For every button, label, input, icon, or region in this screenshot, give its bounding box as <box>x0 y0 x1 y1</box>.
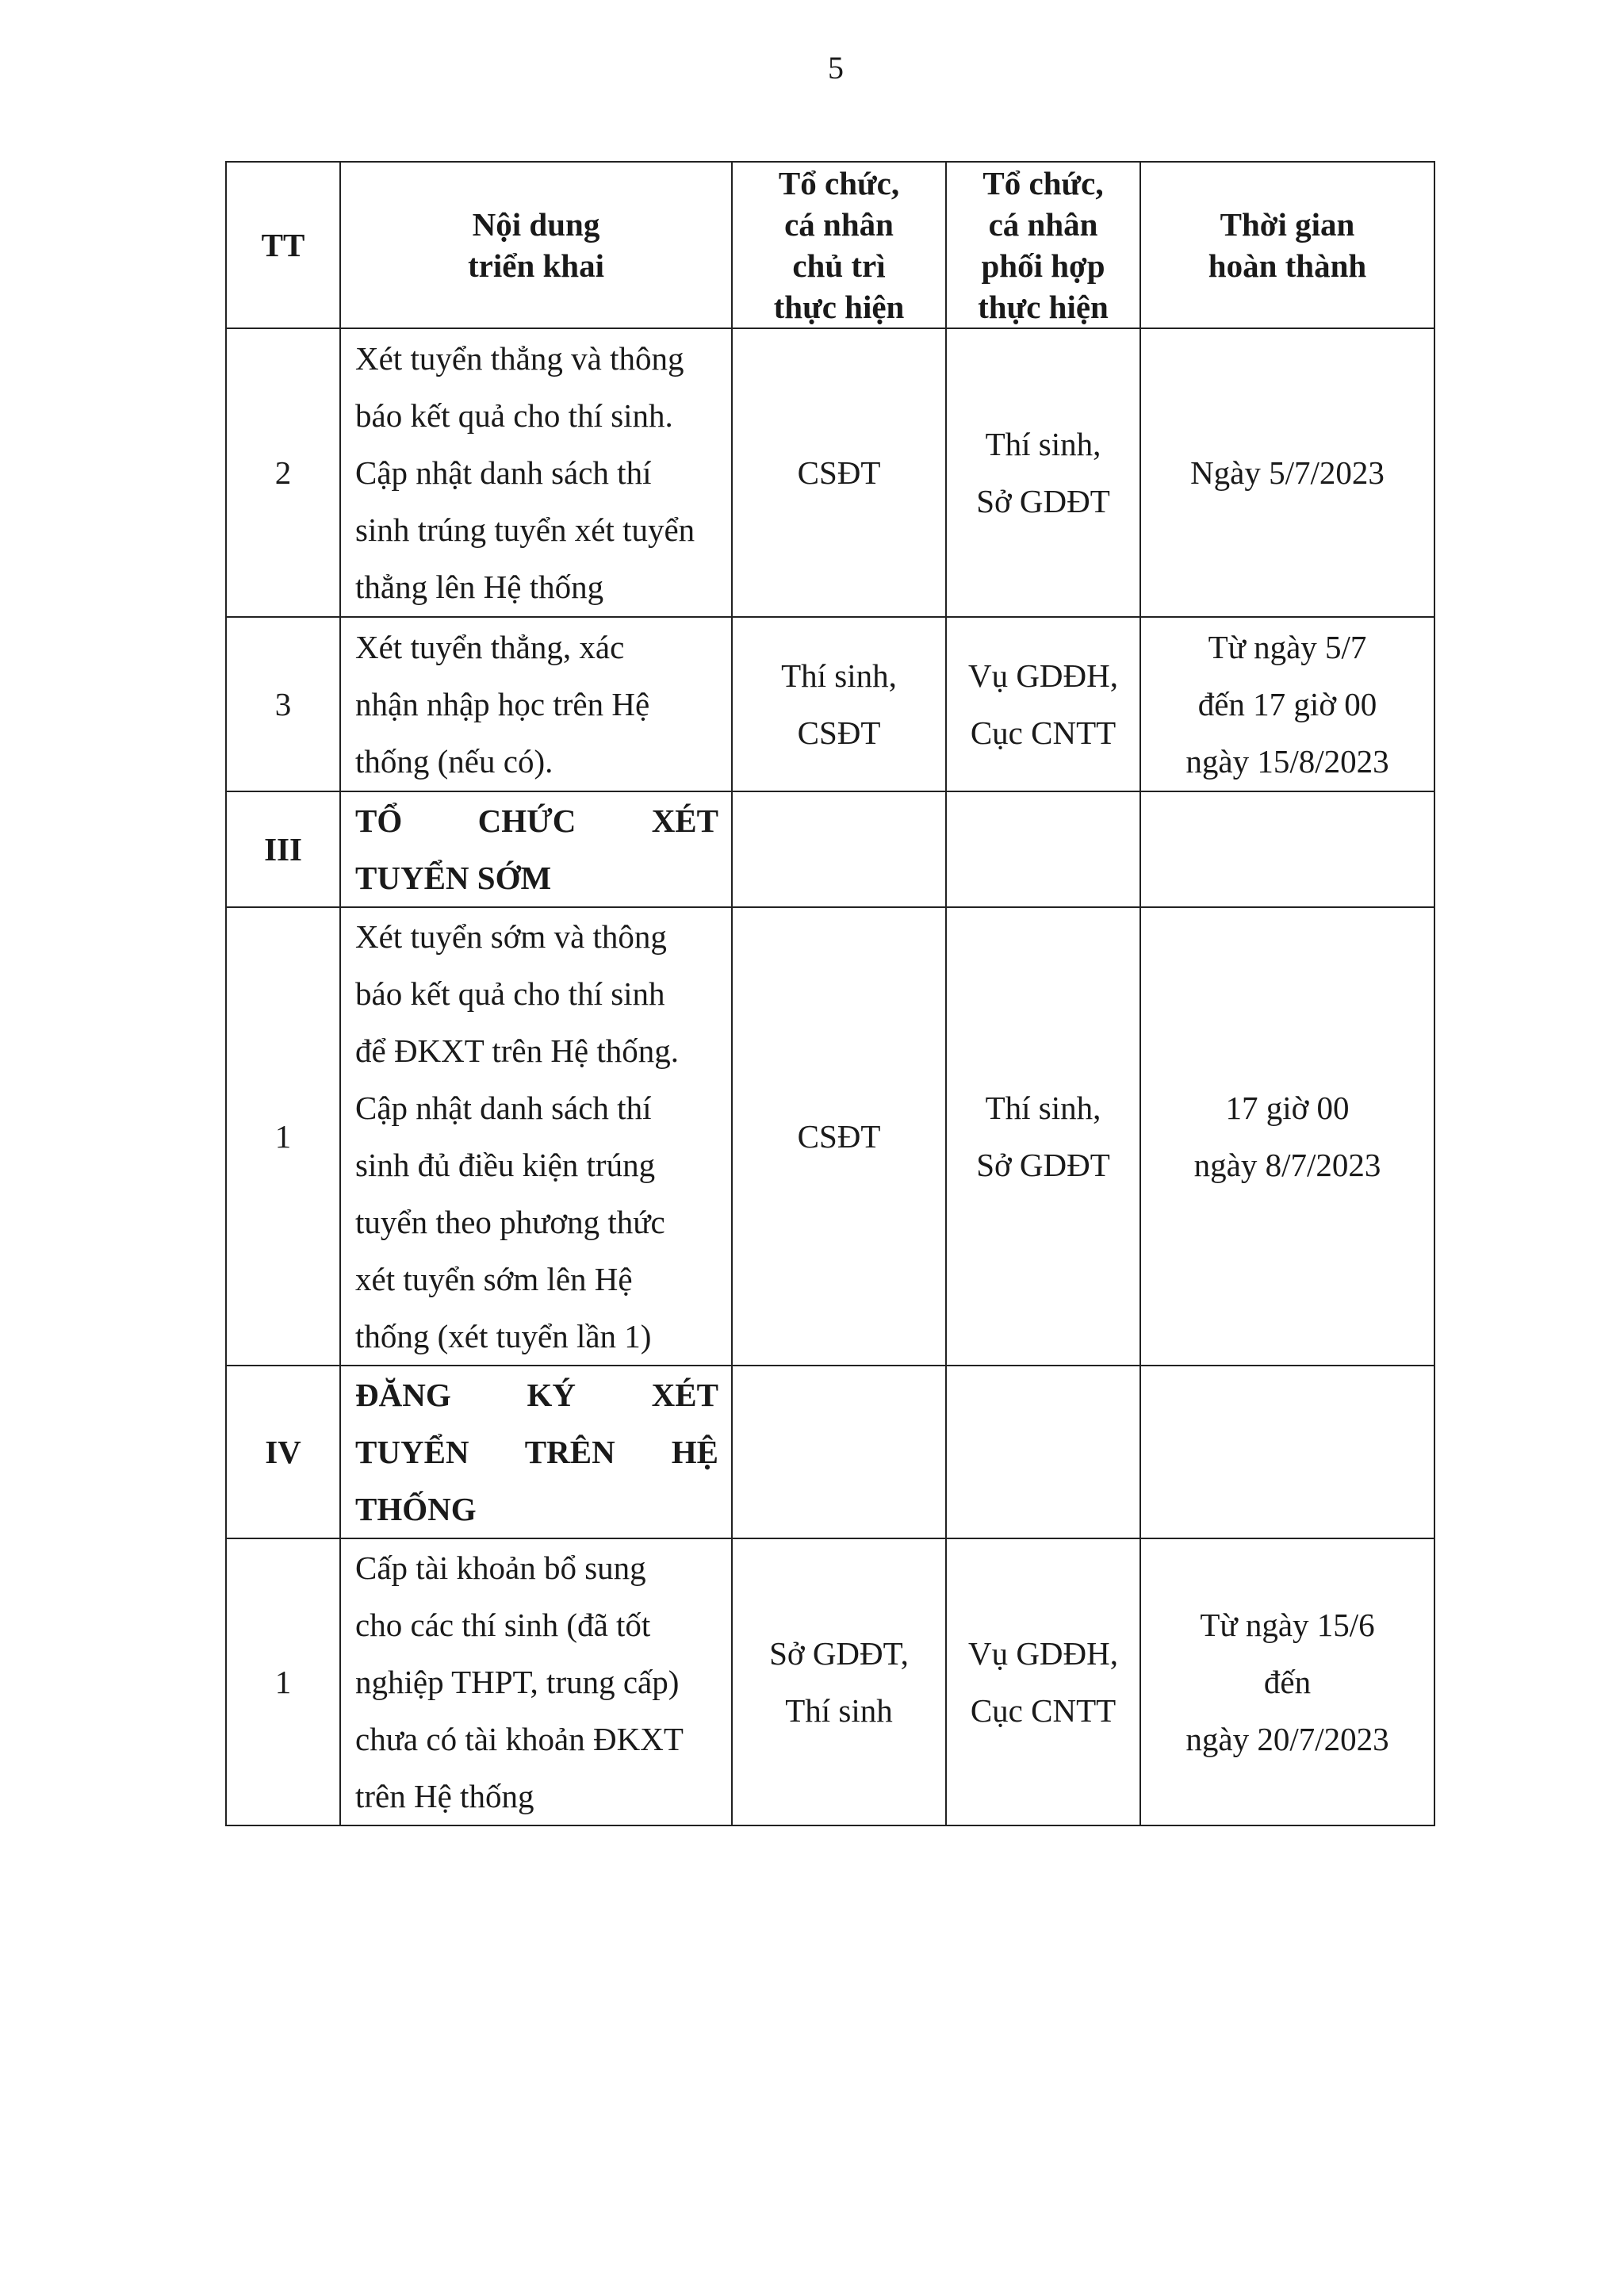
row-number: 2 <box>226 328 340 617</box>
empty-cell <box>1140 791 1434 907</box>
section-row <box>226 791 1434 907</box>
row-number: 3 <box>226 617 340 791</box>
row-content: Xét tuyển sớm và thông báo kết quả cho thí sinh để ĐKXT trên Hệ thống. Cập nhật danh sách thí sinh đủ điều kiện trúng tuyển theo phương thức xét tuyển sớm lên Hệ thống (xét tuyển lần 1) <box>340 907 732 1366</box>
row-time: Từ ngày 5/7 đến 17 giờ 00 ngày 15/8/2023 <box>1140 617 1434 791</box>
row-time: Từ ngày 15/6 đến ngày 20/7/2023 <box>1140 1538 1434 1825</box>
row-lead: CSĐT <box>732 907 946 1366</box>
header-content: Nội dung triển khai <box>340 162 732 328</box>
row-content: Xét tuyển thẳng, xác nhận nhập học trên Hệ thống (nếu có). <box>340 617 732 791</box>
table-row <box>226 617 1434 791</box>
empty-cell <box>732 1366 946 1538</box>
row-coop: Vụ GDĐH, Cục CNTT <box>946 617 1140 791</box>
row-lead: Sở GDĐT, Thí sinh <box>732 1538 946 1825</box>
row-coop: Thí sinh, Sở GDĐT <box>946 328 1140 617</box>
section-number: III <box>226 791 340 907</box>
header-coop: Tổ chức, cá nhân phối hợp thực hiện <box>946 162 1140 328</box>
section-number: IV <box>226 1366 340 1538</box>
empty-cell <box>1140 1366 1434 1538</box>
header-lead: Tổ chức, cá nhân chủ trì thực hiện <box>732 162 946 328</box>
section-row <box>226 1366 1434 1538</box>
row-content: Cấp tài khoản bổ sung cho các thí sinh (đã tốt nghiệp THPT, trung cấp) chưa có tài khoản ĐKXT trên Hệ thống <box>340 1538 732 1825</box>
row-coop: Thí sinh, Sở GDĐT <box>946 907 1140 1366</box>
table-header-row <box>226 162 1434 328</box>
section-title: TỔ CHỨC XÉT TUYỂN SỚM <box>340 791 732 907</box>
empty-cell <box>946 791 1140 907</box>
row-coop: Vụ GDĐH, Cục CNTT <box>946 1538 1140 1825</box>
empty-cell <box>732 791 946 907</box>
row-content: Xét tuyển thẳng và thông báo kết quả cho thí sinh. Cập nhật danh sách thí sinh trúng tuyển xét tuyển thẳng lên Hệ thống <box>340 328 732 617</box>
table-row <box>226 907 1434 1366</box>
header-tt: TT <box>226 162 340 328</box>
row-time: 17 giờ 00 ngày 8/7/2023 <box>1140 907 1434 1366</box>
row-number: 1 <box>226 1538 340 1825</box>
table-row <box>226 1538 1434 1825</box>
section-title: ĐĂNG KÝ XÉT TUYỂN TRÊN HỆ THỐNG <box>340 1366 732 1538</box>
header-time: Thời gian hoàn thành <box>1140 162 1434 328</box>
row-time: Ngày 5/7/2023 <box>1140 328 1434 617</box>
schedule-table <box>225 161 1435 1826</box>
empty-cell <box>946 1366 1140 1538</box>
table-row <box>226 328 1434 617</box>
row-lead: Thí sinh, CSĐT <box>732 617 946 791</box>
row-number: 1 <box>226 907 340 1366</box>
page-number: 5 <box>828 50 844 86</box>
row-lead: CSĐT <box>732 328 946 617</box>
